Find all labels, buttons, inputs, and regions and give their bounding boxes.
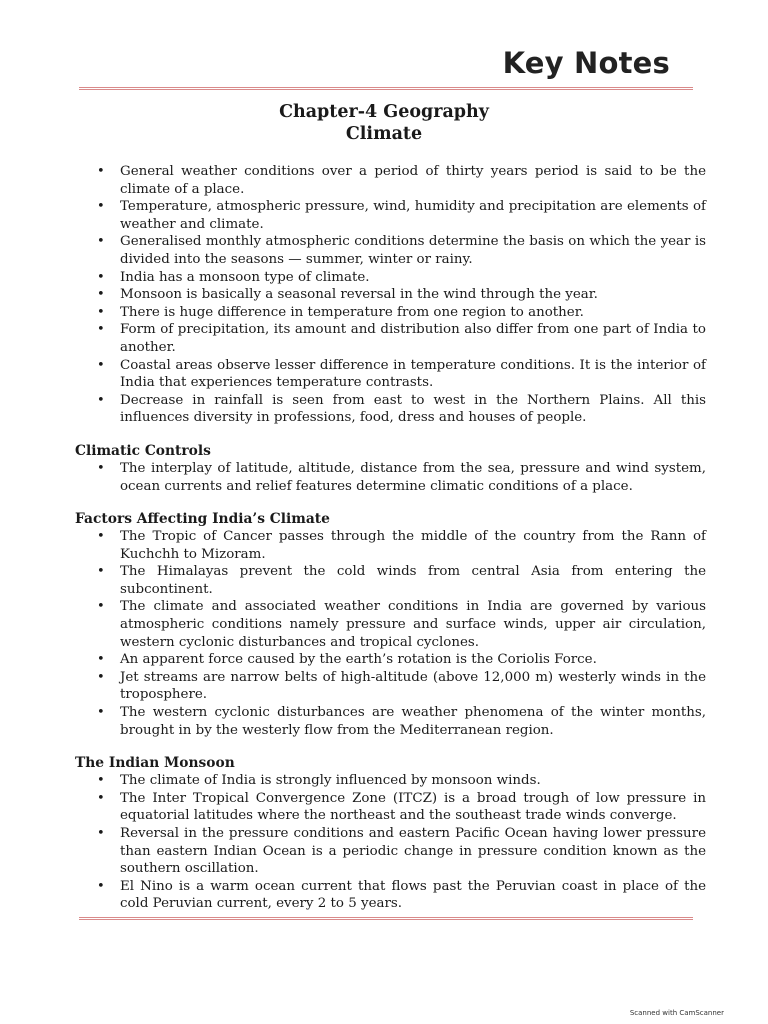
bullet-text: The interplay of latitude, altitude, distance from the sea, pressure and wind system, ocean currents and relief features determine climatic conditions of a place. (120, 460, 706, 494)
bullet-icon: • (97, 392, 105, 408)
chapter-title: Chapter-4 Geography (279, 102, 489, 122)
bullet-icon: • (97, 878, 105, 894)
bullet-icon: • (97, 826, 105, 841)
bullet-text: Form of precipitation, its amount and distribution also differ from one part of India to another. (120, 322, 706, 355)
indian-monsoon-list (75, 772, 706, 913)
bullet-icon: • (97, 269, 105, 285)
bullet-icon: • (97, 322, 105, 338)
bullet-item (75, 357, 706, 392)
intro-bullet-list (75, 163, 706, 427)
bullet-item (75, 286, 706, 304)
section-heading-indian-monsoon: The Indian Monsoon (75, 755, 235, 772)
scanner-watermark: Scanned with CamScanner (629, 1009, 724, 1017)
bullet-item (75, 163, 706, 198)
bullet-item (75, 651, 706, 669)
bullet-text: The western cyclonic disturbances are weather phenomena of the winter months, brought in by the westerly flow from the Mediterranean region. (120, 705, 706, 738)
footer-divider (79, 917, 693, 920)
factors-list (75, 528, 706, 739)
bullet-text: The climate of India is strongly influenced by monsoon winds. (120, 773, 541, 789)
bullet-text: Generalised monthly atmospheric conditions determine the basis on which the year is divided into the seasons — summer, winter or rainy. (120, 234, 706, 267)
bullet-icon: • (97, 564, 105, 580)
bullet-icon: • (97, 599, 105, 615)
bullet-icon: • (97, 357, 105, 373)
bullet-item (75, 669, 706, 704)
page-header-title: Key Notes (502, 46, 670, 80)
bullet-text: Reversal in the pressure conditions and eastern Pacific Ocean having lower pressure than eastern Indian Ocean is a periodic change in pressure condition known as the southern oscillation. (120, 826, 706, 877)
bullet-text: The climate and associated weather conditions in India are governed by various atmospheric conditions namely pressure and surface winds, upper air circulation, western cyclonic disturbances and tropical cyclones. (120, 599, 706, 650)
bullet-icon: • (97, 652, 105, 668)
bullet-item (75, 563, 706, 598)
bullet-text: Monsoon is basically a seasonal reversal in the wind through the year. (120, 287, 598, 303)
bullet-item (75, 704, 706, 739)
bullet-item (75, 198, 706, 233)
bullet-icon: • (97, 773, 105, 789)
bullet-item (75, 825, 706, 878)
bullet-item (75, 321, 706, 356)
bullet-text: Temperature, atmospheric pressure, wind, humidity and precipitation are elements of weather and climate. (120, 199, 706, 232)
bullet-item (75, 392, 706, 427)
bullet-item (75, 460, 706, 495)
bullet-text: El Nino is a warm ocean current that flows past the Peruvian coast in place of the cold Peruvian current, every 2 to 5 years. (120, 878, 706, 912)
bullet-text: The Himalayas prevent the cold winds from central Asia from entering the subcontinent. (120, 564, 706, 597)
bullet-text: There is huge difference in temperature from one region to another. (120, 304, 584, 320)
bullet-item (75, 878, 706, 913)
bullet-icon: • (97, 790, 105, 806)
bullet-item (75, 598, 706, 651)
header-divider (79, 87, 693, 90)
bullet-text: Decrease in rainfall is seen from east to west in the Northern Plains. All this influences diversity in professions, food, dress and houses of people. (120, 392, 706, 426)
bullet-icon: • (97, 199, 105, 215)
bullet-item (75, 528, 706, 563)
bullet-text: The Tropic of Cancer passes through the middle of the country from the Rann of Kuchchh to Mizoram. (120, 529, 706, 562)
chapter-heading (0, 101, 768, 145)
bullet-item (75, 233, 706, 268)
bullet-icon: • (97, 287, 105, 303)
bullet-text: India has a monsoon type of climate. (120, 269, 370, 285)
bullet-icon: • (97, 164, 105, 179)
bullet-text: An apparent force caused by the earth’s rotation is the Coriolis Force. (120, 652, 597, 668)
bullet-item (75, 790, 706, 825)
bullet-text: General weather conditions over a period of thirty years period is said to be the climate of a place. (120, 164, 706, 197)
notes-content (75, 163, 706, 913)
bullet-item (75, 304, 706, 322)
bullet-text: The Inter Tropical Convergence Zone (ITCZ) is a broad trough of low pressure in equatorial latitudes where the northeast and the southeast trade winds converge. (120, 790, 706, 824)
bullet-item (75, 269, 706, 287)
section-heading-climatic-controls: Climatic Controls (75, 442, 211, 459)
section-heading-factors: Factors Affecting India’s Climate (75, 511, 330, 528)
climatic-controls-list (75, 460, 706, 495)
bullet-icon: • (97, 669, 105, 685)
bullet-icon: • (97, 460, 105, 476)
bullet-icon: • (97, 304, 105, 320)
bullet-item (75, 772, 706, 790)
chapter-subtitle: Climate (345, 124, 423, 144)
bullet-text: Jet streams are narrow belts of high-altitude (above 12,000 m) westerly winds in the troposphere. (120, 669, 706, 703)
bullet-icon: • (97, 529, 105, 545)
bullet-icon: • (97, 234, 105, 250)
bullet-icon: • (97, 705, 105, 721)
bullet-text: Coastal areas observe lesser difference in temperature conditions. It is the interior of India that experiences temperature contrasts. (120, 357, 706, 391)
